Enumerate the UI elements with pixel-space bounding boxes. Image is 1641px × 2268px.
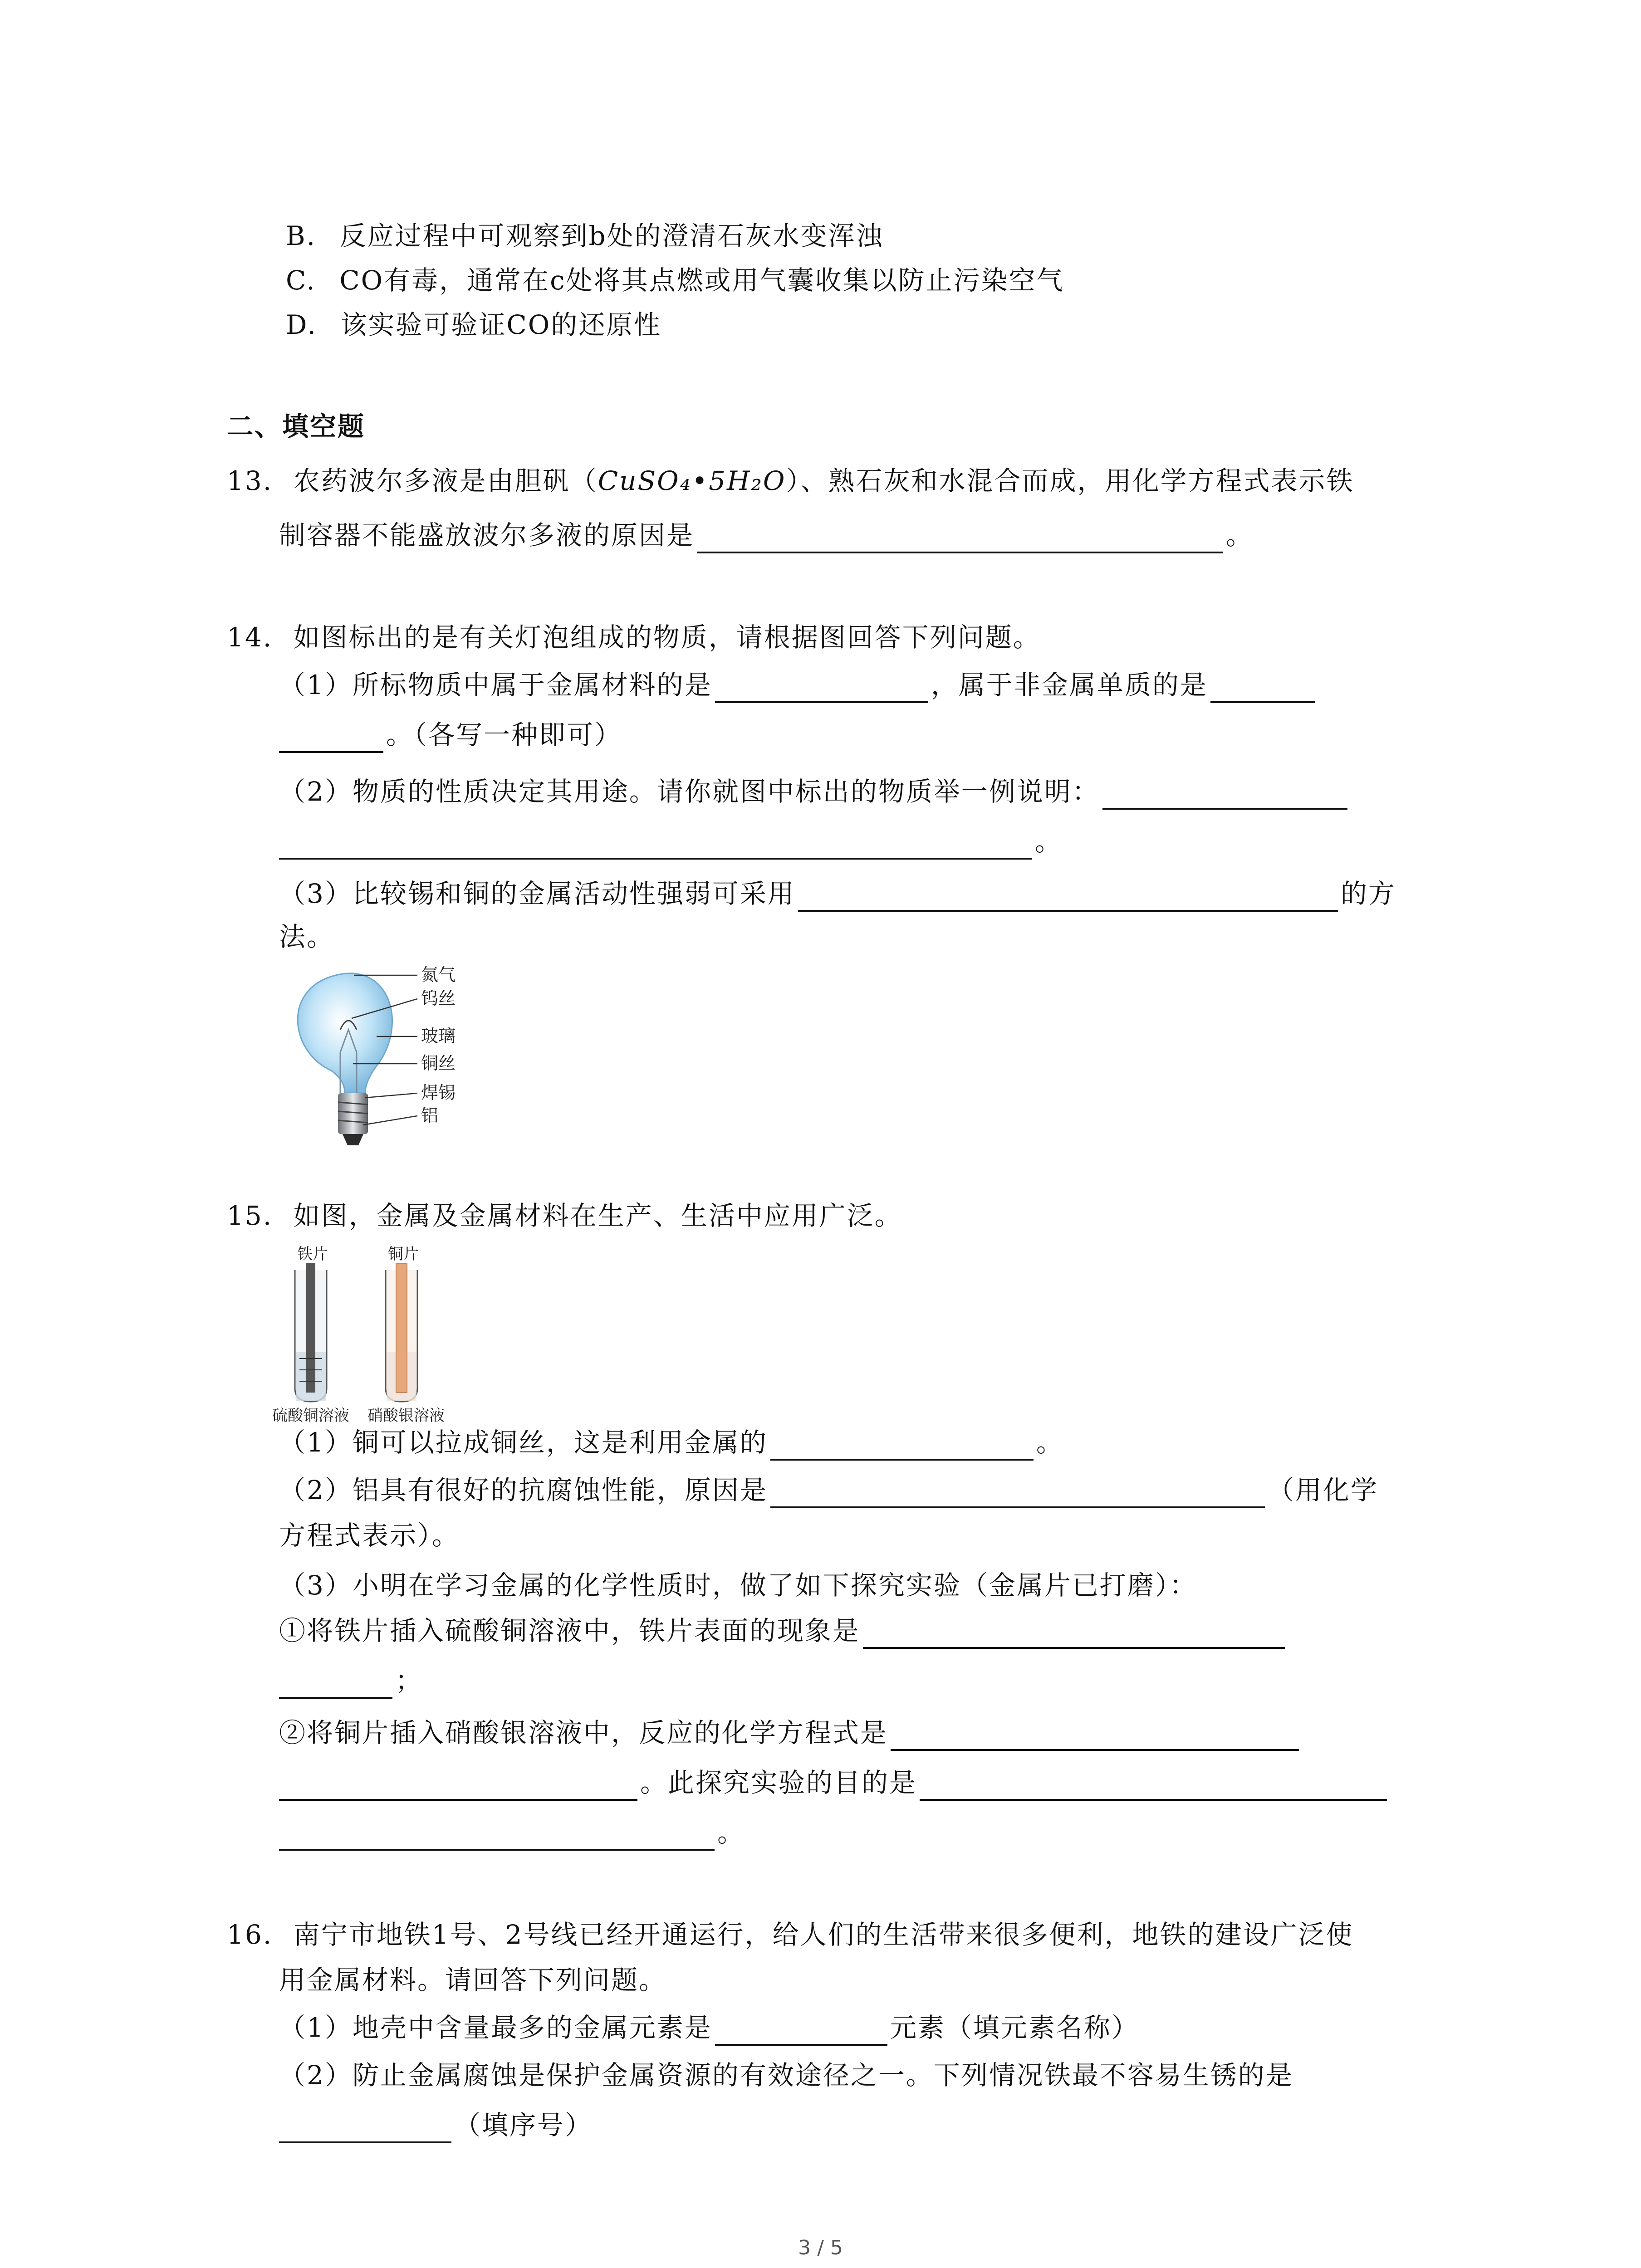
bulb-contact bbox=[343, 1134, 363, 1145]
q15-text: ； bbox=[395, 1665, 423, 1696]
q15-s2-cont bbox=[279, 1765, 1390, 1801]
question-number: 15. bbox=[227, 1200, 273, 1231]
page-number: 3 / 5 bbox=[798, 2236, 843, 2259]
answer-blank[interactable] bbox=[1102, 779, 1347, 810]
answer-blank[interactable] bbox=[279, 722, 383, 753]
q14-stem bbox=[227, 619, 1041, 655]
q15-s2-end bbox=[279, 1814, 745, 1851]
q16-text: 南宁市地铁1号、2号线已经开通运行，给人们的生活带来很多便利，地铁的建设广泛使 bbox=[293, 1919, 1354, 1950]
q15-p3 bbox=[279, 1567, 1197, 1603]
q16-line2 bbox=[279, 1962, 666, 1998]
question-number: 16. bbox=[227, 1919, 273, 1950]
label-tungsten: 钨丝 bbox=[421, 988, 456, 1008]
option-letter: C. bbox=[286, 265, 316, 296]
q15-stem bbox=[227, 1198, 902, 1234]
q16-text: （填序号） bbox=[454, 2110, 593, 2141]
q15-p2 bbox=[279, 1472, 1378, 1508]
q14-text: （3）比较锡和铜的金属活动性强弱可采用 bbox=[279, 878, 795, 909]
q15-s1 bbox=[279, 1613, 1288, 1649]
test-tube-figure bbox=[272, 1243, 472, 1424]
q13-line1 bbox=[227, 463, 1354, 499]
q14-text: 如图标出的是有关灯泡组成的物质，请根据图回答下列问题。 bbox=[293, 622, 1041, 653]
q13-text: 。 bbox=[1226, 520, 1254, 551]
option-text: CO有毒，通常在c处将其点燃或用气囊收集以防止污染空气 bbox=[339, 265, 1064, 296]
q14-text: ，属于非金属单质的是 bbox=[931, 670, 1208, 700]
q16-text: （1）地壳中含量最多的金属元素是 bbox=[279, 2012, 712, 2043]
answer-blank[interactable] bbox=[1210, 672, 1315, 703]
label-copper-sulfate: 硫酸铜溶液 bbox=[272, 1407, 349, 1424]
answer-blank[interactable] bbox=[798, 881, 1338, 912]
option-text: 反应过程中可观察到b处的澄清石灰水变浑浊 bbox=[339, 220, 884, 251]
q14-text: （2）物质的性质决定其用途。请你就图中标出的物质举一例说明： bbox=[279, 776, 1100, 807]
answer-blank[interactable] bbox=[715, 672, 928, 703]
q15-text: 。 bbox=[1036, 1427, 1064, 1458]
q14-text: 。（各写一种即可） bbox=[386, 719, 622, 750]
q15-s2 bbox=[279, 1715, 1302, 1751]
q14-p1-cont bbox=[279, 717, 622, 753]
option-letter: D. bbox=[286, 309, 317, 340]
answer-blank[interactable] bbox=[770, 1477, 1265, 1508]
label-glass: 玻璃 bbox=[421, 1026, 456, 1046]
answer-blank[interactable] bbox=[697, 523, 1223, 553]
q15-text: 。此探究实验的目的是 bbox=[640, 1767, 917, 1798]
q16-p1 bbox=[279, 2009, 1139, 2046]
option-text: 该实验可验证CO的还原性 bbox=[340, 309, 662, 340]
question-number: 14. bbox=[227, 622, 273, 653]
q15-text: 。 bbox=[717, 1817, 745, 1848]
label-silver-nitrate: 硝酸银溶液 bbox=[367, 1407, 445, 1424]
q15-text: （1）铜可以拉成铜丝，这是利用金属的 bbox=[279, 1427, 768, 1458]
q15-s1-cont bbox=[279, 1662, 423, 1699]
q15-text: ②将铜片插入硝酸银溶液中，反应的化学方程式是 bbox=[279, 1717, 888, 1748]
q15-text: ①将铁片插入硫酸铜溶液中，铁片表面的现象是 bbox=[279, 1615, 861, 1646]
label-copper-wire: 铜丝 bbox=[421, 1053, 456, 1073]
q15-p2-cont bbox=[279, 1517, 460, 1554]
iron-strip bbox=[306, 1263, 315, 1393]
q14-p3 bbox=[279, 875, 1396, 912]
q14-text: 法。 bbox=[279, 921, 335, 952]
option-c bbox=[286, 262, 1064, 298]
label-aluminum: 铝 bbox=[421, 1105, 439, 1125]
q14-p3-cont bbox=[279, 919, 334, 955]
q13-formula: CuSO₄•5H₂O bbox=[598, 465, 786, 496]
q16-text: 元素（填元素名称） bbox=[890, 2012, 1139, 2043]
label-nitrogen: 氮气 bbox=[421, 965, 456, 985]
q15-p1 bbox=[279, 1424, 1064, 1461]
answer-blank[interactable] bbox=[891, 1720, 1299, 1751]
q14-p2-cont bbox=[279, 823, 1063, 860]
q15-text: 如图，金属及金属材料在生产、生活中应用广泛。 bbox=[293, 1200, 902, 1231]
answer-blank[interactable] bbox=[920, 1770, 1387, 1801]
section-title: 二、填空题 bbox=[227, 411, 366, 442]
light-bulb-figure bbox=[272, 962, 508, 1152]
q13-line2 bbox=[279, 517, 1254, 553]
q14-p1 bbox=[279, 667, 1318, 703]
answer-blank[interactable] bbox=[279, 1770, 637, 1801]
q16-text: 用金属材料。请回答下列问题。 bbox=[279, 1965, 667, 1995]
q14-text: （1）所标物质中属于金属材料的是 bbox=[279, 670, 712, 700]
q13-text: 制容器不能盛放波尔多液的原因是 bbox=[279, 520, 695, 551]
q13-text: 农药波尔多液是由胆矾（ bbox=[293, 465, 598, 496]
answer-blank[interactable] bbox=[863, 1618, 1285, 1649]
copper-strip bbox=[396, 1263, 407, 1393]
q15-text: （用化学 bbox=[1267, 1475, 1378, 1505]
q14-text: 的方 bbox=[1340, 878, 1396, 909]
q15-text: （2）铝具有很好的抗腐蚀性能，原因是 bbox=[279, 1475, 768, 1505]
answer-blank[interactable] bbox=[715, 2015, 887, 2046]
option-d bbox=[286, 307, 661, 343]
q14-text: 。 bbox=[1035, 826, 1063, 857]
answer-blank[interactable] bbox=[279, 2112, 451, 2143]
bulb-glass bbox=[298, 973, 392, 1093]
question-number: 13. bbox=[227, 465, 273, 496]
q14-p2 bbox=[279, 773, 1350, 810]
option-b bbox=[286, 218, 884, 254]
answer-blank[interactable] bbox=[279, 829, 1032, 860]
q16-p2 bbox=[279, 2057, 1293, 2093]
answer-blank[interactable] bbox=[279, 1668, 392, 1699]
label-copper-strip: 铜片 bbox=[388, 1245, 419, 1263]
q15-text: （3）小明在学习金属的化学性质时，做了如下探究实验（金属片已打磨）： bbox=[279, 1570, 1197, 1601]
q16-p2-cont bbox=[279, 2107, 593, 2143]
q16-line1 bbox=[227, 1916, 1354, 1953]
q13-text: ）、熟石灰和水混合而成，用化学方程式表示铁 bbox=[786, 465, 1354, 496]
answer-blank[interactable] bbox=[279, 1820, 715, 1851]
label-iron-strip: 铁片 bbox=[297, 1245, 328, 1263]
answer-blank[interactable] bbox=[770, 1430, 1034, 1461]
option-letter: B. bbox=[286, 220, 317, 251]
q16-text: （2）防止金属腐蚀是保护金属资源的有效途径之一。下列情况铁最不容易生锈的是 bbox=[279, 2060, 1293, 2091]
label-solder: 焊锡 bbox=[421, 1083, 456, 1103]
q15-text: 方程式表示）。 bbox=[279, 1520, 460, 1551]
